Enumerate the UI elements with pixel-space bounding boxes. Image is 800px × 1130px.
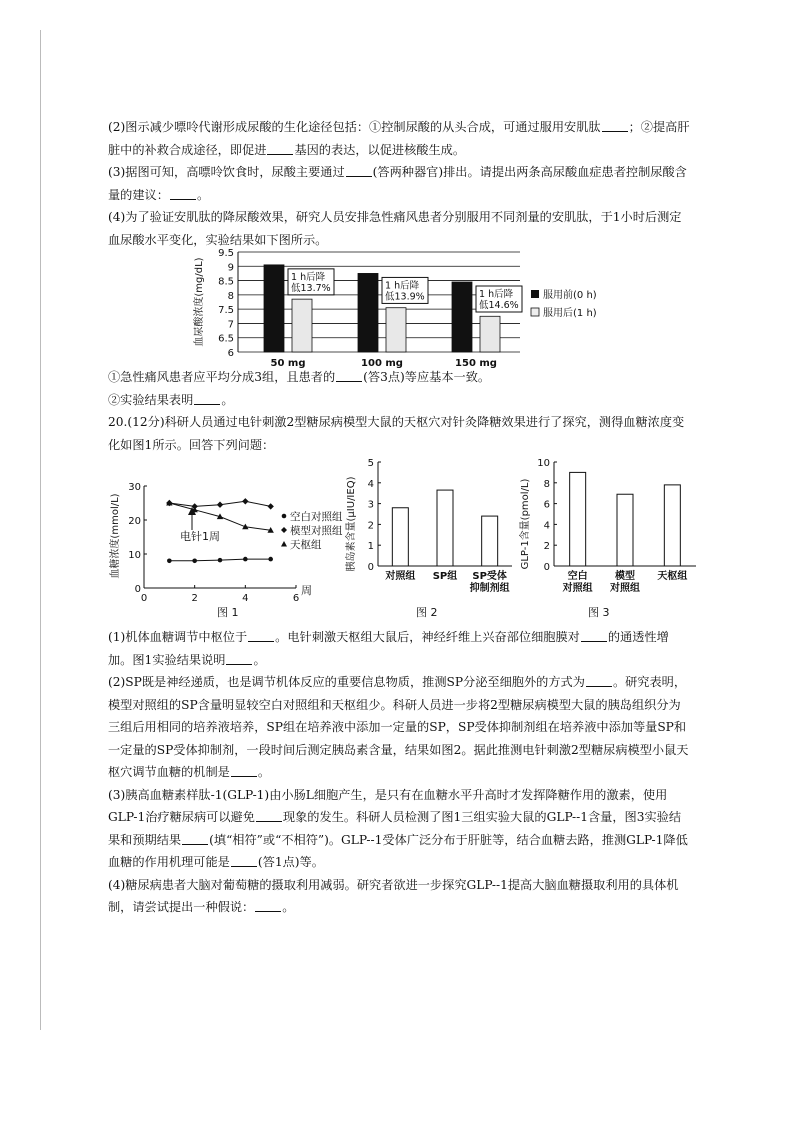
q20-intro: 20.(12分)科研人员通过电针刺激2型糖尿病模型大鼠的天枢穴对针灸降糖效果进行了探究，测得血糖浓度变化如图1所示。回答下列问题： [108, 415, 685, 452]
fig3-y-axis-label: GLP-1含量(pmol/L) [520, 478, 531, 570]
x-tick-label: 100 mg [361, 358, 403, 369]
q19-sub2: ②实验结果表明 。 [108, 392, 234, 407]
y-tick-label: 4 [543, 520, 550, 532]
x-tick-label: 天枢组 [657, 571, 688, 582]
x-tick-label: 2 [191, 593, 198, 604]
data-point [267, 503, 273, 509]
y-tick-label: 9 [227, 262, 234, 274]
y-tick-label: 2 [367, 520, 374, 532]
x-tick-label: 50 mg [270, 358, 306, 369]
fig1-y-axis-label: 血糖浓度(mmol/L) [110, 493, 121, 579]
fig3-glp1-chart [518, 458, 718, 598]
q20-text-block [108, 626, 690, 919]
y-tick-label: 7.5 [218, 305, 234, 317]
answer-blank[interactable] [586, 674, 612, 687]
y-tick-label: 1 [367, 541, 374, 553]
x-tick-label: 对照组 [562, 583, 593, 594]
y-tick-label: 30 [128, 482, 141, 493]
answer-blank[interactable] [194, 392, 220, 405]
fig2-insulin-chart [342, 458, 522, 598]
legend-label: 模型对照组 [290, 525, 343, 537]
bar-before [452, 282, 472, 352]
fig1-blood-glucose-chart [106, 476, 356, 606]
legend-label: 天枢组 [290, 539, 322, 551]
y-tick-label: 0 [543, 562, 550, 573]
y-tick-label: 8 [543, 478, 550, 490]
y-tick-label: 6 [543, 499, 550, 511]
x-tick-label: 抑制剂组 [469, 583, 510, 594]
y-tick-label: 10 [537, 458, 550, 469]
legend-marker [281, 527, 287, 533]
data-point [242, 498, 248, 504]
legend-label-before: 服用前(0 h) [543, 290, 597, 301]
bar-after [480, 316, 500, 352]
answer-blank[interactable] [336, 369, 362, 382]
bar-before [264, 265, 284, 352]
answer-blank[interactable] [231, 764, 257, 777]
q19-text-block [108, 116, 690, 251]
bar [664, 485, 680, 566]
answer-blank[interactable] [602, 119, 628, 132]
data-point [217, 502, 223, 508]
fig2-caption: 图 2 [416, 606, 438, 619]
x-tick-label: 0 [140, 593, 148, 604]
legend-swatch-before [531, 290, 539, 298]
y-tick-label: 9.5 [218, 248, 234, 259]
bar [437, 490, 453, 566]
annotation-text: 1 h后降 [385, 280, 420, 292]
y-tick-label: 10 [128, 550, 141, 561]
legend-label: 空白对照组 [290, 511, 343, 523]
q19-subanswers [108, 366, 690, 456]
fig1-caption: 图 1 [217, 606, 239, 619]
fig2-y-axis-label: 胰岛素含量(μIU/IEQ) [346, 476, 357, 572]
bar-before [358, 273, 378, 352]
bar [570, 472, 586, 566]
q19-part2: (2)图示减少嘌呤代谢形成尿酸的生化途径包括：①控制尿酸的从头合成，可通过服用安肌肽 ；②提高肝脏中的补救合成途径，即促进 基因的表达，以促进核酸生成。 [108, 120, 690, 157]
bar [617, 494, 633, 566]
x-tick-label: 6 [292, 593, 300, 604]
legend-swatch-after [531, 308, 539, 316]
q19-part4: (4)为了验证安肌肽的降尿酸效果，研究人员安排急性痛风患者分别服用不同剂量的安肌肽，于1小时后测定血尿酸水平变化，实验结果如下图所示。 [108, 210, 682, 247]
y-tick-label: 20 [128, 516, 141, 527]
answer-blank[interactable] [256, 809, 282, 822]
fig3-caption: 图 3 [588, 606, 610, 619]
x-tick-label: 空白 [567, 571, 588, 582]
answer-blank[interactable] [226, 652, 252, 665]
data-point [167, 559, 172, 564]
bar-after [386, 308, 406, 352]
answer-blank[interactable] [170, 187, 196, 200]
y-tick-label: 2 [543, 541, 550, 553]
y-axis-label: 血尿酸浓度(mg/dL) [194, 257, 205, 347]
fig1-x-axis-label: 周 [301, 584, 312, 597]
y-tick-label: 4 [367, 478, 374, 490]
x-tick-label: SP组 [432, 571, 458, 582]
y-tick-label: 8.5 [218, 276, 234, 288]
x-tick-label: 对照组 [385, 571, 416, 582]
q20-part3: (3)胰高血糖素样肽-1(GLP-1)由小肠L细胞产生，是只有在血糖水平升高时才发挥降糖作用的激素，使用GLP-1治疗糖尿病可以避免 现象的发生。科研人员检测了图1三组实验大鼠的GLP--1含量，图3实验结果和预期结果 (填“相符”或“不相符”)。GLP--1受体广泛分布于肝脏等，结合血糖去路，推测GLP-1降低血糖的作用机理可能是 (答1点)等。 [108, 787, 688, 869]
annotation-text: 低14.6% [479, 300, 519, 311]
answer-blank[interactable] [346, 164, 372, 177]
y-tick-label: 6 [227, 348, 234, 359]
annotation-text: 1 h后降 [479, 289, 514, 300]
uric-acid-bar-chart [190, 240, 630, 380]
q19-part3: (3)据图可知，高嘌呤饮食时，尿酸主要通过 (答两种器官)排出。请提出两条高尿酸血症患者控制尿酸含量的建议： 。 [108, 165, 687, 202]
y-tick-label: 0 [367, 562, 374, 573]
fig1-annotation: 电针1周 [180, 530, 220, 543]
answer-blank[interactable] [255, 899, 281, 912]
x-tick-label: 150 mg [455, 358, 497, 369]
data-point [218, 558, 223, 563]
data-point [268, 557, 273, 562]
data-point [242, 524, 248, 530]
y-tick-label: 0 [134, 584, 141, 595]
answer-blank[interactable] [267, 142, 293, 155]
answer-blank[interactable] [248, 629, 274, 642]
legend-marker [281, 541, 287, 547]
x-tick-label: 对照组 [610, 583, 640, 594]
answer-blank[interactable] [182, 832, 208, 845]
answer-blank[interactable] [581, 629, 607, 642]
data-point [192, 559, 197, 564]
q20-part1: (1)机体血糖调节中枢位于 。电针刺激天枢组大鼠后，神经纤维上兴奋部位细胞膜对 的通透性增加。图1实验结果说明 。 [108, 630, 669, 667]
y-tick-label: 6.5 [218, 333, 234, 345]
bar-after [292, 299, 312, 352]
q20-part2: (2)SP既是神经递质，也是调节机体反应的重要信息物质，推测SP分泌至细胞外的方式为 。研究表明，模型对照组的SP含量明显较空白对照组和天枢组少。科研人员进一步将2型糖尿病模型大鼠的胰岛组织分为三组后用相同的培养液培养，SP组在培养液中添加一定量的SP，SP受体抑制剂组在培养液中添加等量SP和一定量的SP受体抑制剂，一段时间后测定胰岛素含量，结果如图2。据此推测电针刺激2型糖尿病模型小鼠天枢穴调节血糖的机制是 。 [108, 675, 689, 779]
q19-sub1: ①急性痛风患者应平均分成3组，且患者的 (答3点)等应基本一致。 [108, 370, 491, 384]
q20-part4: (4)糖尿病患者大脑对葡萄糖的摄取利用减弱。研究者欲进一步探究GLP--1提高大脑血糖摄取利用的具体机制，请尝试提出一种假说： 。 [108, 877, 679, 914]
x-tick-label: SP受体 [472, 571, 507, 582]
annotation-text: 低13.7% [291, 282, 331, 294]
y-tick-label: 3 [367, 499, 374, 511]
annotation-text: 低13.9% [385, 291, 425, 303]
y-tick-label: 5 [367, 458, 374, 469]
x-tick-label: 模型 [615, 571, 635, 582]
bar [392, 508, 408, 566]
legend [531, 288, 597, 319]
annotation-text: 1 h后降 [291, 271, 326, 283]
y-tick-label: 7 [227, 319, 234, 331]
x-tick-label: 4 [242, 593, 249, 604]
y-tick-label: 8 [227, 290, 234, 302]
answer-blank[interactable] [231, 854, 257, 867]
page-margin-line [40, 30, 41, 1030]
legend-marker [282, 514, 287, 519]
legend-label-after: 服用后(1 h) [543, 308, 597, 319]
bar [482, 516, 498, 566]
data-point [243, 557, 248, 562]
